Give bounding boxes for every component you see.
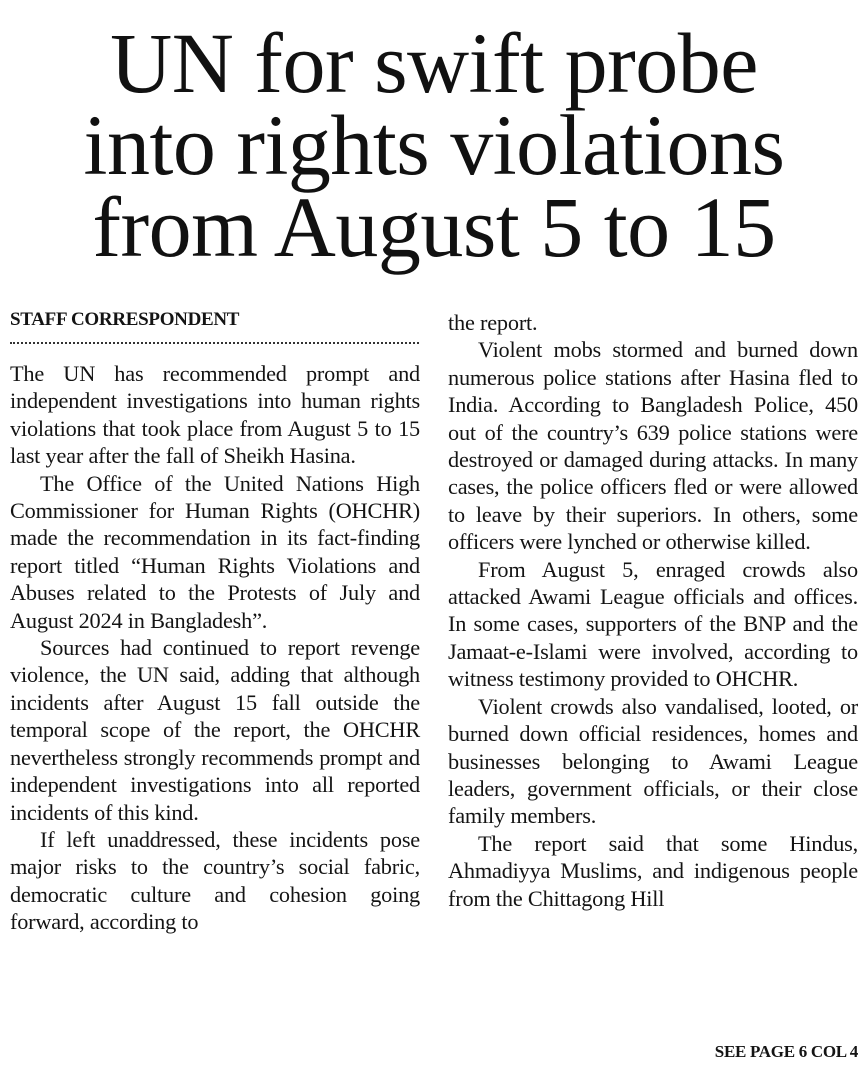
paragraph-5: Violent mobs stormed and burned down numerous police stations after Hasina fled to India. According to Bangladesh Police, 450 out of the country’s 639 police stations were destroyed or damaged during attacks. In many cases, the police officers fled or were allowed to leave by their superiors. In others, some officers were lynched or otherwise killed. xyxy=(448,337,858,555)
paragraph-7: Violent crowds also vandalised, looted, or burned down official residences, homes and businesses belonging to Awami League leaders, government officials, or their close family members. xyxy=(448,693,858,829)
paragraph-continuation: the report. xyxy=(448,310,538,335)
paragraph-3: Sources had continued to report revenge violence, the UN said, adding that although incidents after August 15 fall outside the temporal scope of the report, the OHCHR nevertheless strongly recommends prompt and independent investigations into all reported incidents of this kind. xyxy=(10,635,420,825)
headline-line-1: UN for swift probe xyxy=(110,15,758,111)
paragraph-4: If left unaddressed, these incidents pose major risks to the country’s social fabric, democratic culture and cohesion going forward, according to xyxy=(10,826,420,935)
continuation-jump-line: SEE PAGE 6 COL 4 xyxy=(714,1042,858,1061)
byline: STAFF CORRESPONDENT xyxy=(10,309,240,330)
paragraph-8: The report said that some Hindus, Ahmadiyya Muslims, and indigenous people from the Chittagong Hill xyxy=(448,830,858,911)
article-column-2 xyxy=(448,309,858,912)
byline-divider xyxy=(10,342,419,344)
headline xyxy=(0,15,868,275)
headline-line-3: from August 5 to 15 xyxy=(92,179,776,275)
paragraph-2: The Office of the United Nations High Commissioner for Human Rights (OHCHR) made the recommendation in its fact-finding report titled “Human Rights Violations and Abuses related to the Protests of July and August 2024 in Bangladesh”. xyxy=(10,470,420,633)
paragraph-1: The UN has recommended prompt and independent investigations into human rights violations that took place from August 5 to 15 last year after the fall of Sheikh Hasina. xyxy=(10,361,420,469)
article-column-1 xyxy=(10,360,420,936)
paragraph-6: From August 5, enraged crowds also attacked Awami League officials and offices. In some cases, supporters of the BNP and the Jamaat-e-Islami were involved, according to witness testimony provided to OHCHR. xyxy=(448,556,858,692)
headline-line-2: into rights violations xyxy=(83,97,785,193)
